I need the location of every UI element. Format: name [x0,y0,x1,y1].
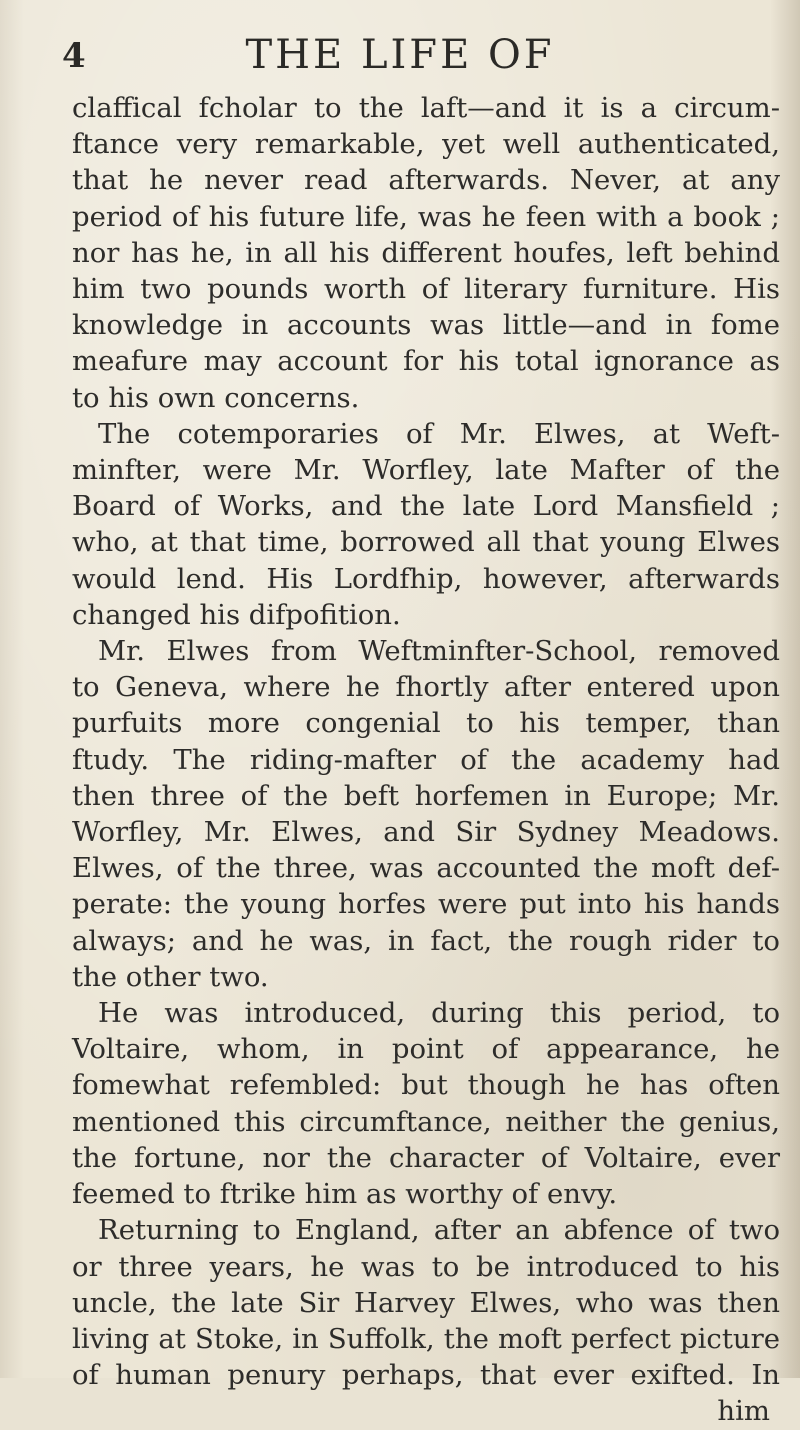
text-line: ftudy. The riding-mafter of the academy had [72,743,780,776]
text-line: nor has he, in all his different houfes, left behind [72,236,780,269]
text-line: of human penury perhaps, that ever exifted. In [72,1359,780,1392]
text-line: purfuits more congenial to his temper, than [72,707,780,740]
text-line: then three of the beft horfemen in Europe; Mr. [72,779,780,812]
text-line: who, at that time, borrowed all that young Elwes [72,526,780,559]
text-line: that he never read afterwards. Never, at any [72,164,780,197]
paragraph-1 [72,90,780,416]
paragraph-3 [72,633,780,995]
text-line: Board of Works, and the late Lord Mansfield ; [72,490,780,523]
text-line: minfter, were Mr. Worfley, late Mafter of the [72,454,780,487]
page-header [0,18,800,80]
text-line: perate: the young horfes were put into his hands [72,888,780,921]
paragraph-4 [72,995,780,1212]
text-line: fomewhat refembled: but though he has often [72,1069,780,1102]
paragraph-2 [72,416,780,633]
text-line: feemed to ftrike him as worthy of envy. [72,1178,618,1211]
text-line: would lend. His Lordfhip, however, afterwards [72,562,780,595]
text-line: knowledge in accounts was little—and in fome [72,309,780,342]
text-line: Voltaire, whom, in point of appearance, he [72,1033,780,1066]
text-line: uncle, the late Sir Harvey Elwes, who was then [72,1286,780,1319]
text-line: Elwes, of the three, was accounted the moft def- [72,852,780,885]
text-line: always; and he was, in fact, the rough rider to [72,924,780,957]
text-line: claffical fcholar to the laft—and it is a circum- [72,92,780,124]
text-line: living at Stoke, in Suffolk, the moft perfect picture [72,1322,780,1355]
page-number: 4 [62,36,86,76]
text-line: to his own concerns. [72,381,360,414]
paragraph-5 [72,1212,780,1393]
text-line: the other two. [72,960,269,993]
text-line: him two pounds worth of literary furniture. His [72,273,780,306]
text-line: He was introduced, during this period, to [98,997,780,1030]
text-line: mentioned this circumftance, neither the genius, [72,1105,780,1138]
text-line: The cotemporaries of Mr. Elwes, at Weft- [98,417,780,450]
text-line: the fortune, nor the character of Voltaire, ever [72,1141,780,1174]
text-line: Mr. Elwes from Weftminfter-School, removed [98,635,780,668]
running-head: THE LIFE OF [245,32,555,78]
text-line: changed his difpofition. [72,598,401,631]
text-line: Returning to England, after an abfence of two [98,1214,780,1247]
body-text [72,90,780,1430]
text-line: ftance very remarkable, yet well authenticated, [72,128,780,161]
text-line: or three years, he was to be introduced to his [72,1250,780,1283]
text-line: to Geneva, where he fhortly after entered upon [72,671,780,704]
text-line: period of his future life, was he feen with a book ; [72,200,780,233]
text-line: Worfley, Mr. Elwes, and Sir Sydney Meadows. [72,816,780,849]
text-line: meafure may account for his total ignorance as [72,345,780,378]
catchword: him [717,1395,770,1428]
